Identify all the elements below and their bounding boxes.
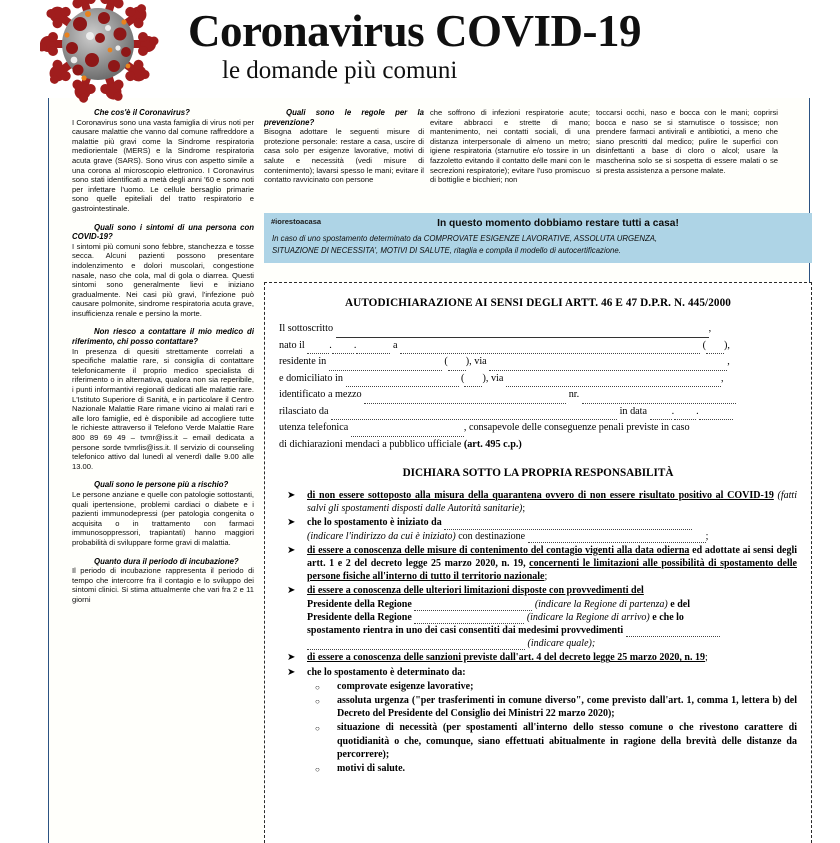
article-body: Il periodo di incubazione rappresenta il periodo di tempo che intercorre fra il contagio e lo sviluppo dei sintomi clinici. Si stima attualmente che vari fra 2 e 11 giorni — [72, 566, 254, 604]
banner-headline: In questo momento dobbiamo restare tutti a casa! — [437, 218, 679, 229]
field-label: utenza telefonica — [279, 422, 349, 433]
domicilio-via-input[interactable] — [506, 376, 721, 387]
destinazione-input[interactable] — [528, 532, 706, 543]
domicilio-comune-input[interactable] — [346, 376, 459, 387]
nato-day-input[interactable] — [307, 343, 329, 354]
sottoscritto-input[interactable] — [336, 327, 709, 338]
arrow-bullet-icon: ➤ — [287, 585, 296, 597]
bullet-text: di essere a conoscenza delle sanzioni previste dall'art. 4 del decreto legge 25 marzo 2020, n. 19 — [307, 652, 705, 664]
field-label: in data — [619, 405, 648, 417]
left-margin — [0, 0, 48, 843]
caso-consentito-input[interactable] — [626, 626, 720, 637]
regione-arrivo-input[interactable] — [414, 613, 524, 624]
caso-consentito-input-2[interactable] — [307, 639, 525, 650]
rilascio-year-input[interactable] — [699, 409, 733, 420]
field-label: identificato a mezzo — [279, 389, 362, 400]
circle-bullet-icon: ○ — [315, 682, 320, 692]
banner-subtext-line-1: In caso di uno spostamento determinato da COMPROVATE ESIGENZE LAVORATIVE, ASSOLUTA URGENZA, — [272, 234, 658, 243]
residente-via-input[interactable] — [489, 360, 727, 371]
article-body: toccarsi occhi, naso e bocca con le mani; coprirsi bocca e naso se si starnutisce o tossisce; non prendere farmaci antivirali e antibiotici, a meno che siano prescritti dal medico; pulire le superfici con disinfettanti a base di cloro o alcol; usare la mascherina solo se si sospetta di essere malati o se si presta assistenza a persone malate. — [596, 108, 778, 175]
sub-item-lavorative — [307, 680, 797, 693]
documento-tipo-input[interactable] — [364, 393, 566, 404]
article-heading: Quali sono le regole per la prevenzione? — [264, 108, 424, 127]
masthead — [48, 0, 810, 98]
sub-item-label: situazione di necessità (per spostamenti all'interno dello stesso comune o che rivestono carattere di quotidianità o che, comunque, siano effettuati abitualmente in ragione della brevità delle distanze da percorrere); — [337, 722, 797, 760]
sub-item-necessita — [307, 721, 797, 761]
regione-arrivo-note: (indicare la Regione di arrivo) — [526, 611, 650, 623]
article-body: I Coronavirus sono una vasta famiglia di virus noti per causare malattie che vanno dal comune raffreddore a malattie più gravi come la Sindrome respiratoria mediorientale (MERS) e la Sindrome respiratoria acuta grave (SARS). Sono virus con aspetto simile a una corona al microscopio elettronico. I Coronavirus sono stati identificati a metà degli anni '60 e sono noti per infettare l'uomo. Le cellule bersaglio primarie sono quelle epiteliali del tratto respiratorio e gastrointestinale. — [72, 117, 254, 213]
bullet-text-2: ed adottate ai sensi degli artt. 1 e 2 del decreto legge 25 marzo 2020, n. 19, — [307, 544, 797, 570]
title-block — [188, 8, 808, 85]
bullet-text-3: concernenti le limitazioni alle possibilità di spostamento delle persone fisiche all'interno di tutto il territorio nazionale — [307, 558, 797, 583]
bullet-tail: ; — [522, 503, 526, 515]
article-heading: Non riesco a contattare il mio medico di riferimento, chi posso contattare? — [72, 327, 254, 347]
arrow-bullet-icon: ➤ — [287, 490, 296, 501]
article-heading: Quali sono le persone più a rischio? — [94, 480, 229, 490]
hashtag-label: #iorestoacasa — [271, 217, 322, 226]
circle-bullet-icon: ○ — [315, 697, 320, 707]
residente-provincia-input[interactable] — [448, 360, 466, 371]
bullet-quarantena — [279, 489, 797, 515]
field-residente: residente in ( ), via , — [279, 354, 797, 371]
bullet-tail: ; — [705, 652, 708, 664]
domicilio-provincia-input[interactable] — [464, 376, 482, 387]
consapevole-text: , consapevole delle conseguenze penali previste in caso — [463, 422, 690, 433]
telefono-input[interactable] — [351, 426, 464, 437]
bullet-text: che lo spostamento è iniziato da — [307, 517, 442, 529]
page-title: Coronavirus COVID-19 — [188, 6, 641, 56]
circle-bullet-icon: ○ — [315, 765, 320, 775]
article-body: Le persone anziane e quelle con patologie sottostanti, quali ipertensione, problemi cardiaci o diabete e i pazienti immunodepressi (per patologia congenita o acquisita o in trattamento con farmaci immunosoppressori, trapiantati) hanno maggiori probabilità di sviluppare forme gravi di malattia. — [72, 489, 254, 547]
rilascio-day-input[interactable] — [650, 409, 672, 420]
casi-consentiti-text: spostamento rientra in uno dei casi consentiti dai medesimi provvedimenti — [307, 625, 624, 637]
field-label: a — [392, 339, 398, 351]
nato-luogo-input[interactable] — [400, 343, 700, 354]
motivation-sublist — [307, 680, 797, 775]
field-label: e domiciliato in — [279, 372, 343, 384]
stay-home-banner — [264, 213, 812, 263]
field-sottoscritto: Il sottoscritto , — [279, 321, 797, 338]
bullet-text: di essere a conoscenza delle ulteriori limitazioni disposte con provvedimenti del — [307, 585, 644, 597]
arrow-bullet-icon: ➤ — [287, 652, 296, 664]
page-subtitle: le domande più comuni — [222, 57, 458, 85]
sub-item-label: assoluta urgenza ("per trasferimenti in comune diverso", come previsto dall'art. 1, comma 1, lettera b) del Decreto del Presidente del Consiglio dei Ministri 22 marzo 2020); — [337, 695, 797, 720]
bullet-text: che lo spostamento è determinato da: — [307, 666, 466, 678]
field-domiciliato: e domiciliato in ( ), via , — [279, 371, 797, 388]
bullet-note-rest: con destinazione — [455, 530, 526, 542]
article-heading: Quanto dura il periodo di incubazione? — [94, 556, 239, 566]
field-label: rilasciato da — [279, 405, 329, 417]
article-body: I sintomi più comuni sono febbre, stanchezza e tosse secca. Alcuni pazienti possono presentare indolenzimento e dolori muscolari, congestione nasale, naso che cola, mal di gola o diarrea. Questi sintomi sono generalmente lievi e iniziano gradualmente. Nei casi più gravi, l'infezione può causare polmonite, sindrome respiratoria acuta grave, insufficienza renale e persino la morte. — [72, 241, 254, 318]
field-label: via — [474, 356, 487, 367]
mendaci-text: di dichiarazioni mendaci a pubblico ufficiale — [279, 438, 462, 450]
residente-comune-input[interactable] — [329, 360, 442, 371]
article-body: In presenza di quesiti strettamente correlati a specifiche malattie rare, si consiglia di contattare telefonicamente il proprio medico specialista di riferimento o in alternativa, qualora non sia reperibile, i punti informantivi regionali dedicati alle malattie rare. L'Istituto Superiore di Sanità, e in particolare il Centro Nazionale Malattie Rare rimane vicino ai malati rari e alle loro famiglie, ed è disponibile ad accogliere tutte le richieste attraverso il Telefono Verde Malattie Rare 800 89 69 49 – tvmr@iss.it – email dedicata a persone sorde tvmrlis@iss.it. Il servizio di counseling telefonico attivo dal lunedì al venerdì dalle 9.00 alle 13.00. — [72, 346, 254, 471]
bullet-note: (indicare l'indirizzo da cui è iniziato) — [307, 530, 456, 542]
regione-arrivo-label: Presidente della Regione — [307, 611, 412, 623]
field-identificato — [279, 387, 797, 404]
rilascio-month-input[interactable] — [674, 409, 696, 420]
article-body: che soffrono di infezioni respiratorie acute; evitare abbracci e strette di mano; mantenimento, nei contatti sociali, di una distanza interpersonale di almeno un metro; igiene respiratoria (starnutire e/o tossire in un fazzoletto evitando il contatto delle mani con le secrezioni respiratorie); evitare l'uso promiscuo di bottiglie e bicchieri; non — [430, 108, 590, 185]
bullet-text: di non essere sottoposto alla misura della quarantena ovvero di non essere risultato positivo al COVID-19 — [307, 490, 774, 501]
bullet-spostamento-determinato — [279, 666, 797, 776]
banner-headline-row — [265, 214, 811, 231]
regione-partenza-tail: e del — [667, 598, 690, 610]
field-label: via — [490, 372, 504, 384]
circle-bullet-icon: ○ — [315, 724, 320, 734]
mendaci-article-ref: (art. 495 c.p.) — [463, 438, 522, 450]
sub-item-label: comprovate esigenze lavorative; — [337, 680, 474, 692]
form-title: AUTODICHIARAZIONE AI SENSI DEGLI ARTT. 46 E 47 D.P.R. N. 445/2000 — [344, 297, 732, 309]
declaration-list — [279, 489, 797, 775]
field-nato: nato il . . a ( ), — [279, 338, 797, 355]
regione-partenza-note: (indicare la Regione di partenza) — [534, 598, 668, 610]
sub-item-urgenza — [307, 694, 797, 720]
right-margin — [811, 0, 840, 843]
column-3 — [430, 108, 590, 226]
indirizzo-partenza-input[interactable] — [444, 519, 692, 530]
declaration-title: DICHIARA SOTTO LA PROPRIA RESPONSABILITÀ — [402, 467, 674, 479]
coronavirus-illustration-icon — [40, 0, 170, 106]
documento-numero-input[interactable] — [582, 393, 736, 404]
article-heading: Quali sono i sintomi di una persona con COVID-19? — [72, 222, 254, 242]
field-label: nato il — [279, 339, 305, 351]
bullet-note: (fatti salvi gli spostamenti disposti dalle Autorità sanitarie) — [307, 490, 797, 515]
regione-partenza-input[interactable] — [414, 600, 532, 611]
banner-subtext-line-2: SITUAZIONE DI NECESSITA', MOTIVI DI SALUTE, ritaglia e compila il modello di autocertificazione. — [272, 245, 621, 255]
bullet-sanzioni — [279, 651, 797, 664]
sub-item-label: motivi di salute. — [337, 763, 406, 775]
column-2 — [264, 108, 424, 226]
article-heading: Che cos'è il Coronavirus? — [94, 108, 190, 117]
column-1 — [72, 108, 254, 843]
arrow-bullet-icon: ➤ — [287, 666, 296, 678]
field-mendaci — [279, 437, 797, 454]
article-body: Bisogna adottare le seguenti misure di protezione personale: restare a casa, uscire di casa solo per esigenze lavorative, motivi di salute e necessità (vedi misure di contenimento); lavarsi spesso le mani; evitare il contatto ravvicinato con persone — [264, 127, 424, 185]
self-certification-form — [264, 282, 812, 843]
column-4 — [596, 108, 778, 226]
sub-item-salute — [307, 762, 797, 775]
field-rilasciato: rilasciato da in data . . — [279, 404, 797, 421]
nato-provincia-input[interactable] — [706, 343, 724, 354]
field-label: nr. — [568, 389, 580, 400]
regione-partenza-label: Presidente della Regione — [307, 598, 412, 610]
nato-year-input[interactable] — [356, 343, 390, 354]
nato-month-input[interactable] — [332, 343, 354, 354]
bullet-tail: ; — [544, 571, 548, 583]
arrow-bullet-icon: ➤ — [287, 517, 296, 529]
field-utenza — [279, 420, 797, 437]
arrow-bullet-icon: ➤ — [287, 544, 296, 556]
bullet-misure-contenimento — [279, 544, 797, 584]
regione-arrivo-tail: e che lo — [649, 611, 684, 623]
field-label: residente in — [279, 356, 327, 367]
bullet-text: di essere a conoscenza delle misure di contenimento del contagio vigenti alla data odierna — [307, 544, 690, 556]
rilasciato-da-input[interactable] — [331, 409, 617, 420]
bullet-spostamento-iniziato: ➤ che lo spostamento è iniziato da (indicare l'indirizzo da cui è iniziato) con destinazione ; — [287, 517, 709, 542]
field-label: Il sottoscritto — [279, 323, 334, 334]
bullet-ulteriori-limitazioni — [279, 584, 797, 650]
indicare-quale-note: (indicare quale); — [527, 638, 596, 650]
